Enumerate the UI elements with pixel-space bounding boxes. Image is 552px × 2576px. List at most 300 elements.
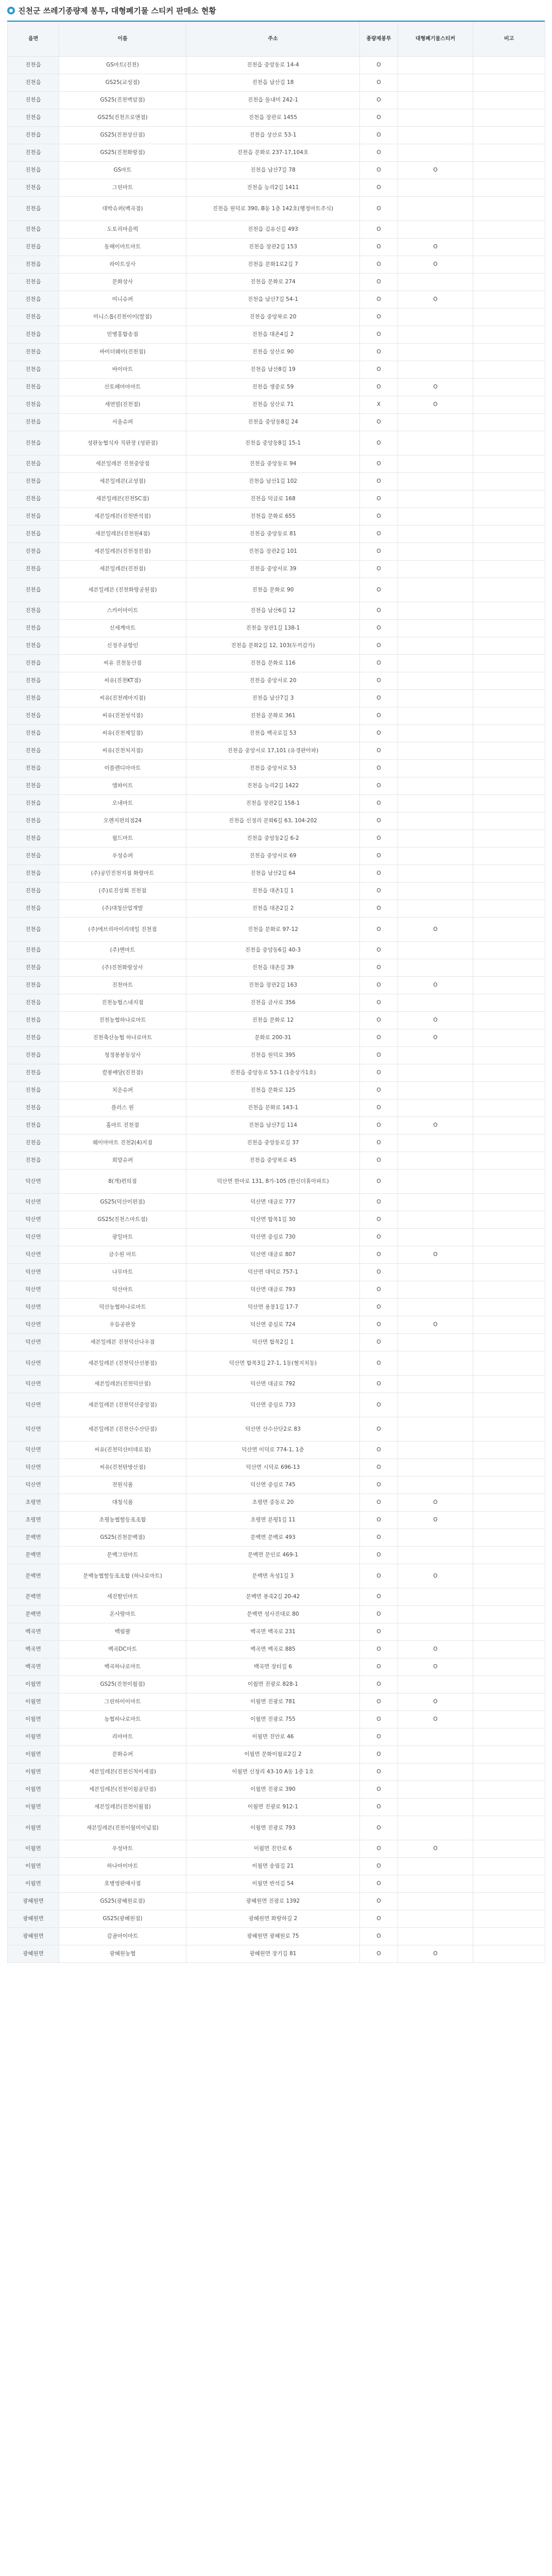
bag-cell: O bbox=[360, 1711, 398, 1728]
address-cell: 진천읍 장관로 1455 bbox=[186, 109, 360, 127]
name-cell: 광일마트 bbox=[59, 1229, 186, 1246]
table-row bbox=[8, 1893, 545, 1910]
area-cell: 진천읍 bbox=[8, 900, 59, 918]
area-cell: 진천읍 bbox=[8, 760, 59, 777]
address-cell: 진천읍 중앙동로 94 bbox=[186, 455, 360, 473]
table-row bbox=[8, 1152, 545, 1170]
note-cell bbox=[473, 1477, 545, 1494]
table-row bbox=[8, 473, 545, 490]
table-row bbox=[8, 92, 545, 109]
area-cell: 광혜원면 bbox=[8, 1945, 59, 1963]
name-cell: 진천축산농협 하나로마트 bbox=[59, 1029, 186, 1047]
area-cell: 진천읍 bbox=[8, 561, 59, 578]
area-cell: 진천읍 bbox=[8, 707, 59, 725]
area-cell: 덕산면 bbox=[8, 1376, 59, 1393]
area-cell: 백곡면 bbox=[8, 1658, 59, 1676]
area-cell: 진천읍 bbox=[8, 473, 59, 490]
note-cell bbox=[473, 1334, 545, 1351]
sticker-cell bbox=[398, 1746, 473, 1764]
area-cell: 덕산면 bbox=[8, 1194, 59, 1211]
area-cell: 문백면 bbox=[8, 1564, 59, 1588]
name-cell: 세븐일레븐 (진천산수산단점) bbox=[59, 1417, 186, 1442]
bag-cell: O bbox=[360, 344, 398, 361]
area-cell: 이월면 bbox=[8, 1693, 59, 1711]
note-cell bbox=[473, 473, 545, 490]
name-cell: 바이마트 bbox=[59, 361, 186, 379]
area-cell: 진천읍 bbox=[8, 830, 59, 848]
area-cell: 진천읍 bbox=[8, 812, 59, 830]
area-cell: 진천읍 bbox=[8, 620, 59, 637]
table-row bbox=[8, 239, 545, 256]
name-cell: 성판농협식자 직판장 (성판점) bbox=[59, 431, 186, 455]
bag-cell: O bbox=[360, 1170, 398, 1194]
table-row bbox=[8, 431, 545, 455]
area-cell: 진천읍 bbox=[8, 291, 59, 309]
area-cell: 덕산면 bbox=[8, 1170, 59, 1194]
name-cell: GS25(진천화랑점) bbox=[59, 144, 186, 162]
address-cell: 진천읍 중앙동로 14-4 bbox=[186, 57, 360, 74]
name-cell: 씨유(진천탄방산점) bbox=[59, 1459, 186, 1477]
table-row bbox=[8, 379, 545, 396]
sticker-cell bbox=[398, 1816, 473, 1840]
table-row bbox=[8, 179, 545, 197]
sticker-cell bbox=[398, 1547, 473, 1564]
table-row bbox=[8, 1316, 545, 1334]
bag-cell: O bbox=[360, 1376, 398, 1393]
bag-cell: O bbox=[360, 1693, 398, 1711]
table-row bbox=[8, 672, 545, 690]
note-cell bbox=[473, 637, 545, 655]
bag-cell: O bbox=[360, 239, 398, 256]
sticker-cell bbox=[398, 1623, 473, 1641]
address-cell: 진천읍 중앙서로 17,101 (유경판아파) bbox=[186, 742, 360, 760]
name-cell: 금수원 마트 bbox=[59, 1246, 186, 1264]
note-cell bbox=[473, 655, 545, 672]
sticker-cell: O bbox=[398, 918, 473, 942]
table-row bbox=[8, 274, 545, 291]
note-cell bbox=[473, 1281, 545, 1299]
note-cell bbox=[473, 1623, 545, 1641]
area-cell: 진천읍 bbox=[8, 144, 59, 162]
table-row bbox=[8, 1229, 545, 1246]
shop-table bbox=[7, 22, 545, 1963]
table-row bbox=[8, 1134, 545, 1152]
note-cell bbox=[473, 379, 545, 396]
sticker-cell bbox=[398, 74, 473, 92]
table-row bbox=[8, 74, 545, 92]
note-cell bbox=[473, 707, 545, 725]
note-cell bbox=[473, 561, 545, 578]
table-row bbox=[8, 1170, 545, 1194]
name-cell: 세븐일레븐(진천이월미이넘점) bbox=[59, 1816, 186, 1840]
area-cell: 문백면 bbox=[8, 1547, 59, 1564]
name-cell: 온사랑마트 bbox=[59, 1606, 186, 1623]
table-row bbox=[8, 1945, 545, 1963]
bag-cell: O bbox=[360, 1840, 398, 1858]
note-cell bbox=[473, 526, 545, 543]
note-cell bbox=[473, 92, 545, 109]
table-row bbox=[8, 1676, 545, 1693]
name-cell: 씨유(진천레마지점) bbox=[59, 690, 186, 707]
area-cell: 덕산면 bbox=[8, 1229, 59, 1246]
name-cell: 플러스 원 bbox=[59, 1099, 186, 1117]
sticker-cell bbox=[398, 1606, 473, 1623]
table-row bbox=[8, 396, 545, 414]
address-cell: 진천읍 남산7길 78 bbox=[186, 162, 360, 179]
table-row bbox=[8, 1875, 545, 1893]
table-row bbox=[8, 543, 545, 561]
bag-cell: O bbox=[360, 1928, 398, 1945]
bag-cell: O bbox=[360, 942, 398, 959]
area-cell: 진천읍 bbox=[8, 543, 59, 561]
address-cell: 진천읍 문화로 143-1 bbox=[186, 1099, 360, 1117]
area-cell: 진천읍 bbox=[8, 1152, 59, 1170]
table-row bbox=[8, 455, 545, 473]
area-cell: 진천읍 bbox=[8, 1012, 59, 1029]
note-cell bbox=[473, 1417, 545, 1442]
name-cell: 초평농협할등포조합 bbox=[59, 1512, 186, 1529]
note-cell bbox=[473, 1746, 545, 1764]
area-cell: 진천읍 bbox=[8, 918, 59, 942]
name-cell: 칼봉배달(진천점) bbox=[59, 1064, 186, 1082]
bag-cell: O bbox=[360, 379, 398, 396]
table-row bbox=[8, 1029, 545, 1047]
name-cell: 그린하이이마트 bbox=[59, 1693, 186, 1711]
table-wrap bbox=[7, 21, 545, 1963]
name-cell: 동해이마트마트 bbox=[59, 239, 186, 256]
bag-cell: O bbox=[360, 830, 398, 848]
area-cell: 진천읍 bbox=[8, 326, 59, 344]
sticker-cell bbox=[398, 221, 473, 239]
bag-cell: O bbox=[360, 918, 398, 942]
name-cell: GS25(교성점) bbox=[59, 74, 186, 92]
table-row bbox=[8, 578, 545, 602]
name-cell: 호병영판매사점 bbox=[59, 1875, 186, 1893]
address-cell: 진천읍 중앙동8길 15-1 bbox=[186, 431, 360, 455]
address-cell: 광혜원면 진광로 1392 bbox=[186, 1893, 360, 1910]
bag-cell: O bbox=[360, 1417, 398, 1442]
bag-cell: O bbox=[360, 1512, 398, 1529]
table-row bbox=[8, 942, 545, 959]
address-cell: 진천읍 문화2길 12, 103(두끼감가) bbox=[186, 637, 360, 655]
address-cell: 진천읍 문화로 12 bbox=[186, 1012, 360, 1029]
bag-cell: O bbox=[360, 602, 398, 620]
sticker-cell bbox=[398, 883, 473, 900]
bag-cell: O bbox=[360, 1658, 398, 1676]
sticker-cell bbox=[398, 707, 473, 725]
note-cell bbox=[473, 830, 545, 848]
bag-cell: O bbox=[360, 1299, 398, 1316]
area-cell: 덕산면 bbox=[8, 1246, 59, 1264]
bag-cell: O bbox=[360, 1799, 398, 1816]
table-row bbox=[8, 1928, 545, 1945]
name-cell: 우성마트 bbox=[59, 1840, 186, 1858]
name-cell: 신정주공항인 bbox=[59, 637, 186, 655]
sticker-cell bbox=[398, 777, 473, 795]
sticker-cell bbox=[398, 1858, 473, 1875]
sticker-cell bbox=[398, 1299, 473, 1316]
bag-cell: O bbox=[360, 1082, 398, 1099]
address-cell: 진천읍 장관2길 163 bbox=[186, 977, 360, 994]
bag-cell: O bbox=[360, 526, 398, 543]
note-cell bbox=[473, 725, 545, 742]
name-cell: 진천마트 bbox=[59, 977, 186, 994]
address-cell: 덕산면 대금로 777 bbox=[186, 1194, 360, 1211]
name-cell: 웨이마마트 진천2(4)지점 bbox=[59, 1134, 186, 1152]
table-row bbox=[8, 1099, 545, 1117]
area-cell: 이월면 bbox=[8, 1840, 59, 1858]
address-cell: 진천읍 남산7길 54-1 bbox=[186, 291, 360, 309]
name-cell: 세븐일레븐(진천반석점) bbox=[59, 508, 186, 526]
sticker-cell bbox=[398, 1799, 473, 1816]
note-cell bbox=[473, 1393, 545, 1417]
name-cell: 세븐일레븐(진천신척이세점) bbox=[59, 1764, 186, 1781]
name-cell: 세븐일레븐 진천중앙점 bbox=[59, 455, 186, 473]
area-cell: 진천읍 bbox=[8, 239, 59, 256]
note-cell bbox=[473, 1117, 545, 1134]
name-cell: 우듬공판장 bbox=[59, 1316, 186, 1334]
bag-cell: O bbox=[360, 1264, 398, 1281]
table-row bbox=[8, 1082, 545, 1099]
header-note: 비고 bbox=[473, 22, 545, 57]
table-row bbox=[8, 1693, 545, 1711]
address-cell: 덕산면 중심로 730 bbox=[186, 1229, 360, 1246]
area-cell: 진천읍 bbox=[8, 274, 59, 291]
note-cell bbox=[473, 1529, 545, 1547]
note-cell bbox=[473, 57, 545, 74]
note-cell bbox=[473, 1840, 545, 1858]
table-row bbox=[8, 777, 545, 795]
bag-cell: O bbox=[360, 414, 398, 431]
area-cell: 이월면 bbox=[8, 1746, 59, 1764]
bag-cell: O bbox=[360, 690, 398, 707]
area-cell: 진천읍 bbox=[8, 637, 59, 655]
sticker-cell bbox=[398, 900, 473, 918]
name-cell: 오네마트 bbox=[59, 795, 186, 812]
area-cell: 이월면 bbox=[8, 1781, 59, 1799]
sticker-cell bbox=[398, 1229, 473, 1246]
note-cell bbox=[473, 742, 545, 760]
sticker-cell bbox=[398, 127, 473, 144]
address-cell: 진천읍 장관2길 158-1 bbox=[186, 795, 360, 812]
area-cell: 진천읍 bbox=[8, 361, 59, 379]
area-cell: 진천읍 bbox=[8, 672, 59, 690]
table-row bbox=[8, 1477, 545, 1494]
address-cell: 이월면 신청리 43-10 A동 1층 1호 bbox=[186, 1764, 360, 1781]
note-cell bbox=[473, 1588, 545, 1606]
address-cell: 초평면 중동로 20 bbox=[186, 1494, 360, 1512]
sticker-cell bbox=[398, 1047, 473, 1064]
bag-cell: O bbox=[360, 1393, 398, 1417]
address-cell: 이월면 진안로 6 bbox=[186, 1840, 360, 1858]
area-cell: 덕산면 bbox=[8, 1281, 59, 1299]
address-cell: 덕산면 중심로 733 bbox=[186, 1393, 360, 1417]
table-row bbox=[8, 1246, 545, 1264]
area-cell: 진천읍 bbox=[8, 92, 59, 109]
table-row bbox=[8, 1728, 545, 1746]
bag-cell: O bbox=[360, 795, 398, 812]
sticker-cell bbox=[398, 620, 473, 637]
bag-cell: O bbox=[360, 74, 398, 92]
sticker-cell: O bbox=[398, 1029, 473, 1047]
address-cell: 진천읍 남산2길 64 bbox=[186, 865, 360, 883]
name-cell: 문화슈퍼 bbox=[59, 1746, 186, 1764]
table-row bbox=[8, 1816, 545, 1840]
sticker-cell: O bbox=[398, 977, 473, 994]
bag-cell: O bbox=[360, 1606, 398, 1623]
area-cell: 이월면 bbox=[8, 1875, 59, 1893]
table-row bbox=[8, 848, 545, 865]
name-cell: (주)진천화랑상사 bbox=[59, 959, 186, 977]
table-row bbox=[8, 414, 545, 431]
address-cell: 덕산면 용몽1길 17-7 bbox=[186, 1299, 360, 1316]
name-cell: (주)에브리마이리데일 진천점 bbox=[59, 918, 186, 942]
sticker-cell bbox=[398, 1134, 473, 1152]
area-cell: 진천읍 bbox=[8, 725, 59, 742]
table-row bbox=[8, 197, 545, 221]
area-cell: 이월면 bbox=[8, 1816, 59, 1840]
sticker-cell bbox=[398, 672, 473, 690]
address-cell: 진천읍 능리2길 1411 bbox=[186, 179, 360, 197]
name-cell: GS25(진천상산점) bbox=[59, 127, 186, 144]
area-cell: 이월면 bbox=[8, 1858, 59, 1875]
table-row bbox=[8, 561, 545, 578]
sticker-cell bbox=[398, 1393, 473, 1417]
note-cell bbox=[473, 1047, 545, 1064]
bag-cell: O bbox=[360, 291, 398, 309]
address-cell: 덕산면 중심로 745 bbox=[186, 1477, 360, 1494]
note-cell bbox=[473, 1641, 545, 1658]
area-cell: 광혜원면 bbox=[8, 1910, 59, 1928]
note-cell bbox=[473, 1064, 545, 1082]
address-cell: 진천읍 대촌2길 2 bbox=[186, 900, 360, 918]
bag-cell: O bbox=[360, 1194, 398, 1211]
address-cell: 진천읍 중앙동2길 6-2 bbox=[186, 830, 360, 848]
address-cell: 백곡면 백곡로 885 bbox=[186, 1641, 360, 1658]
note-cell bbox=[473, 977, 545, 994]
bag-cell: O bbox=[360, 431, 398, 455]
name-cell: 세븐일레븐(진천점) bbox=[59, 561, 186, 578]
bag-cell: O bbox=[360, 1945, 398, 1963]
bag-cell: O bbox=[360, 1875, 398, 1893]
sticker-cell bbox=[398, 561, 473, 578]
sticker-cell: O bbox=[398, 162, 473, 179]
note-cell bbox=[473, 455, 545, 473]
area-cell: 백곡면 bbox=[8, 1623, 59, 1641]
table-row bbox=[8, 1334, 545, 1351]
name-cell: 우성슈퍼 bbox=[59, 848, 186, 865]
area-cell: 진천읍 bbox=[8, 379, 59, 396]
note-cell bbox=[473, 1693, 545, 1711]
bag-cell: O bbox=[360, 1910, 398, 1928]
table-row bbox=[8, 1564, 545, 1588]
note-cell bbox=[473, 1246, 545, 1264]
note-cell bbox=[473, 883, 545, 900]
address-cell: 진천읍 상산로 90 bbox=[186, 344, 360, 361]
address-cell: 이월면 문화이월로2길 2 bbox=[186, 1746, 360, 1764]
name-cell: 희망슈퍼 bbox=[59, 1152, 186, 1170]
name-cell: 홈마트 진천점 bbox=[59, 1117, 186, 1134]
note-cell bbox=[473, 1711, 545, 1728]
table-row bbox=[8, 1606, 545, 1623]
name-cell: 미니슈퍼 bbox=[59, 291, 186, 309]
bag-cell: O bbox=[360, 1064, 398, 1082]
area-cell: 진천읍 bbox=[8, 883, 59, 900]
table-row bbox=[8, 291, 545, 309]
bag-cell: O bbox=[360, 274, 398, 291]
name-cell: 진천농협스네지점 bbox=[59, 994, 186, 1012]
table-row bbox=[8, 883, 545, 900]
sticker-cell bbox=[398, 865, 473, 883]
bag-cell: O bbox=[360, 473, 398, 490]
table-row bbox=[8, 655, 545, 672]
bag-cell: O bbox=[360, 256, 398, 274]
sticker-cell bbox=[398, 1910, 473, 1928]
name-cell: 문백그린마트 bbox=[59, 1547, 186, 1564]
address-cell: 문백면 봉죽2길 20-42 bbox=[186, 1588, 360, 1606]
bag-cell: O bbox=[360, 508, 398, 526]
bag-cell: O bbox=[360, 1781, 398, 1799]
note-cell bbox=[473, 144, 545, 162]
note-cell bbox=[473, 1910, 545, 1928]
area-cell: 덕산면 bbox=[8, 1351, 59, 1376]
name-cell: 덕산마트 bbox=[59, 1281, 186, 1299]
name-cell: 미니스톱(진천이이(발점) bbox=[59, 309, 186, 326]
area-cell: 덕산면 bbox=[8, 1334, 59, 1351]
name-cell: GS25(덕산이편점) bbox=[59, 1194, 186, 1211]
name-cell: 씨유(진천성석점) bbox=[59, 707, 186, 725]
area-cell: 광혜원면 bbox=[8, 1928, 59, 1945]
sticker-cell bbox=[398, 1194, 473, 1211]
name-cell: 씨유 진천동산점 bbox=[59, 655, 186, 672]
area-cell: 진천읍 bbox=[8, 526, 59, 543]
name-cell: GS25(진천이월점) bbox=[59, 1676, 186, 1693]
address-cell: 이월면 진광로 793 bbox=[186, 1816, 360, 1840]
name-cell: GS25(광혜원점) bbox=[59, 1910, 186, 1928]
address-cell: 진천읍 문화로 116 bbox=[186, 655, 360, 672]
name-cell: 라이트상사 bbox=[59, 256, 186, 274]
bag-cell: O bbox=[360, 197, 398, 221]
name-cell: 세븐일레븐 (진천덕산중앙점) bbox=[59, 1393, 186, 1417]
bag-cell: O bbox=[360, 326, 398, 344]
sticker-cell bbox=[398, 637, 473, 655]
name-cell: 세븐일레븐(진천SC점) bbox=[59, 490, 186, 508]
sticker-cell bbox=[398, 1376, 473, 1393]
table-row bbox=[8, 508, 545, 526]
address-cell: 광혜원면 광혜원로 75 bbox=[186, 1928, 360, 1945]
area-cell: 진천읍 bbox=[8, 396, 59, 414]
address-cell: 진천읍 상산로 53-1 bbox=[186, 127, 360, 144]
bag-cell: O bbox=[360, 144, 398, 162]
bag-cell: O bbox=[360, 1641, 398, 1658]
address-cell: 진천읍 상산로 71 bbox=[186, 396, 360, 414]
note-cell bbox=[473, 1264, 545, 1281]
area-cell: 진천읍 bbox=[8, 1047, 59, 1064]
address-cell: 이월면 진광로 828-1 bbox=[186, 1676, 360, 1693]
sticker-cell: O bbox=[398, 1564, 473, 1588]
area-cell: 광혜원면 bbox=[8, 1893, 59, 1910]
note-cell bbox=[473, 1170, 545, 1194]
table-row bbox=[8, 977, 545, 994]
note-cell bbox=[473, 179, 545, 197]
address-cell: 진천읍 김유신길 493 bbox=[186, 221, 360, 239]
table-row bbox=[8, 109, 545, 127]
note-cell bbox=[473, 1082, 545, 1099]
name-cell: 백곡하나로마트 bbox=[59, 1658, 186, 1676]
sticker-cell bbox=[398, 795, 473, 812]
address-cell: 진천읍 중앙동로 81 bbox=[186, 526, 360, 543]
name-cell: 청정봉봉동상사 bbox=[59, 1047, 186, 1064]
